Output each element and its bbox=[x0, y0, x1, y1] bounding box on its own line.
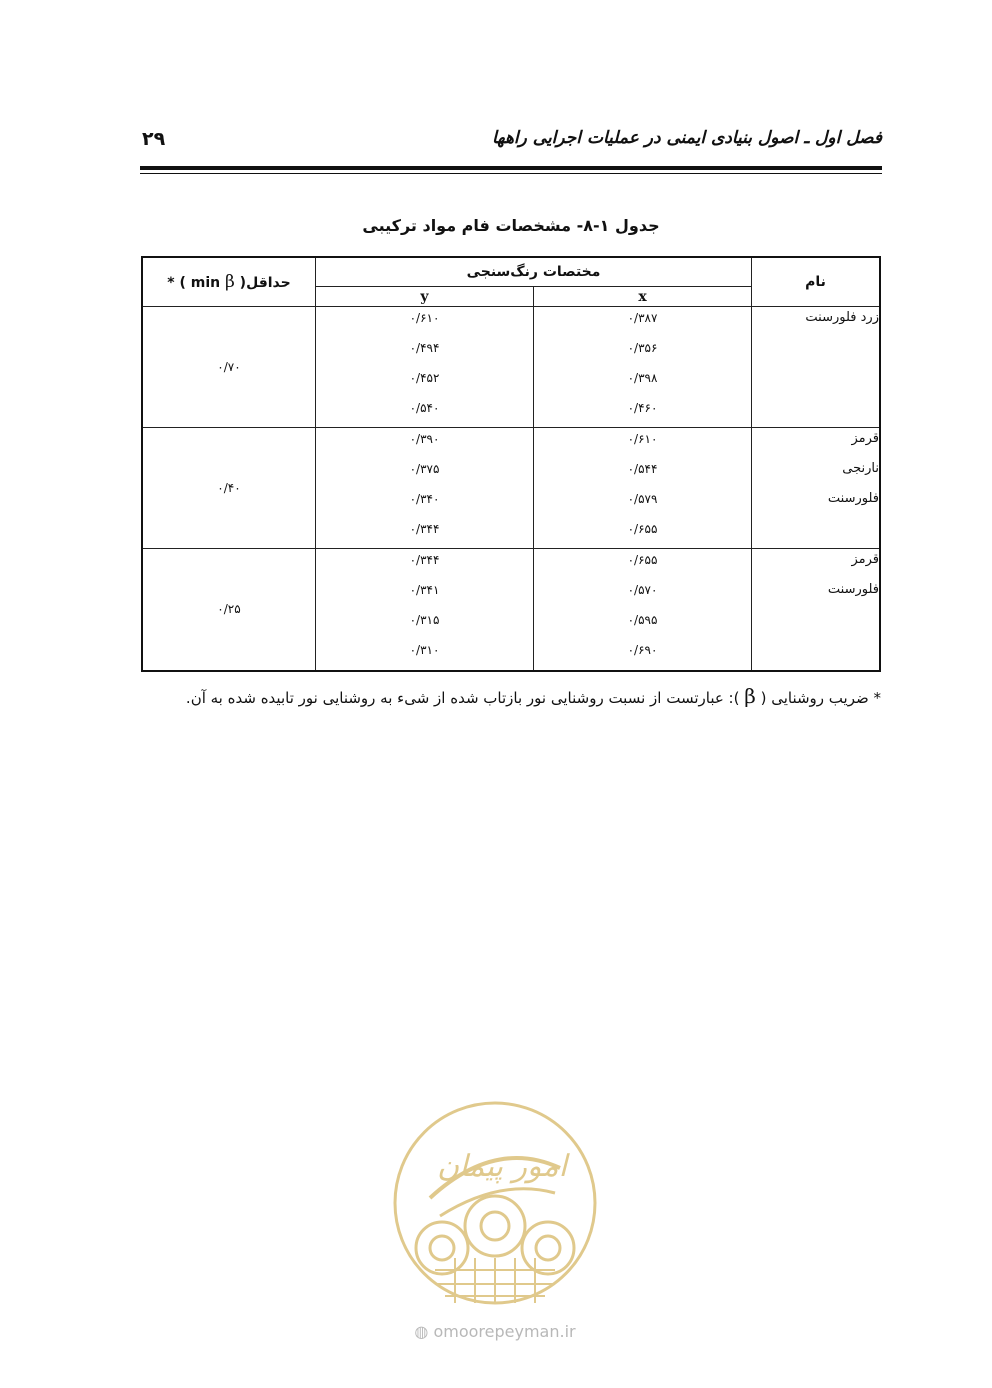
watermark-logo bbox=[390, 1098, 600, 1308]
footnote bbox=[186, 684, 881, 708]
material-name-line: زرد فلورسنت bbox=[805, 310, 879, 325]
y-value: ۰/۶۱۰ bbox=[409, 311, 440, 325]
header-min-luminance bbox=[142, 257, 316, 307]
table-row bbox=[142, 549, 880, 671]
header-name: نام bbox=[752, 257, 881, 307]
material-name-line: فلورسنت bbox=[827, 491, 879, 506]
x-value: ۰/۶۵۵ bbox=[627, 522, 658, 536]
min-luminance-value: ۰/۴۰ bbox=[142, 428, 316, 549]
header-min-suffix: ) * bbox=[167, 275, 186, 291]
material-name-line: فلورسنت bbox=[827, 582, 879, 597]
table-caption: جدول ۱-۸- مشخصات فام مواد ترکیبی bbox=[362, 216, 660, 235]
header-x: x bbox=[534, 287, 752, 307]
y-value: ۰/۴۵۲ bbox=[409, 371, 440, 385]
header-colorimetry: مختصات رنگ‌سنجی bbox=[316, 257, 752, 287]
material-name-cell bbox=[752, 307, 881, 428]
y-value: ۰/۵۴۰ bbox=[409, 401, 440, 415]
beta-symbol: β bbox=[224, 272, 235, 292]
x-value: ۰/۵۹۵ bbox=[627, 613, 658, 627]
x-values-cell bbox=[534, 428, 752, 549]
material-name-line: نارنجی bbox=[842, 461, 879, 476]
x-value: ۰/۴۶۰ bbox=[627, 401, 658, 415]
page-number: ۲۹ bbox=[142, 128, 166, 150]
table-row bbox=[142, 307, 880, 428]
x-value: ۰/۵۷۰ bbox=[627, 583, 658, 597]
logo-emblem bbox=[390, 1098, 600, 1308]
table-row bbox=[142, 428, 880, 549]
material-name-line: قرمز bbox=[851, 431, 879, 446]
page-header bbox=[140, 126, 882, 156]
y-values-cell bbox=[316, 307, 534, 428]
x-value: ۰/۶۹۰ bbox=[627, 643, 658, 657]
x-value: ۰/۳۸۷ bbox=[627, 311, 658, 325]
y-value: ۰/۴۹۴ bbox=[409, 341, 440, 355]
y-value: ۰/۳۱۰ bbox=[409, 643, 440, 657]
watermark-url: omoorepeyman.ir bbox=[433, 1322, 576, 1341]
x-value: ۰/۶۱۰ bbox=[627, 432, 658, 446]
material-name-line: قرمز bbox=[851, 552, 879, 567]
header-rule-thick bbox=[140, 166, 882, 170]
watermark-caption bbox=[380, 1322, 610, 1341]
x-values-cell bbox=[534, 549, 752, 671]
chapter-title: فصل اول ـ اصول بنیادی ایمنی در عملیات اجرایی راهها bbox=[491, 128, 882, 148]
table-body bbox=[142, 307, 880, 671]
y-value: ۰/۳۴۴ bbox=[409, 522, 440, 536]
y-values-cell bbox=[316, 428, 534, 549]
footnote-text: ): عبارتست از نسبت روشنایی نور بازتاب شده از شیء به روشنایی نور تابیده شده به آن. bbox=[185, 689, 740, 707]
x-value: ۰/۳۵۶ bbox=[627, 341, 658, 355]
x-value: ۰/۵۷۹ bbox=[627, 492, 658, 506]
globe-icon: ◍ bbox=[414, 1322, 429, 1341]
y-value: ۰/۳۷۵ bbox=[409, 462, 440, 476]
material-name-cell bbox=[752, 428, 881, 549]
footnote-beta-symbol: β bbox=[744, 684, 756, 708]
y-value: ۰/۳۴۱ bbox=[409, 583, 440, 597]
y-value: ۰/۳۱۵ bbox=[409, 613, 440, 627]
y-values-cell bbox=[316, 549, 534, 671]
x-value: ۰/۵۴۴ bbox=[627, 462, 658, 476]
x-values-cell bbox=[534, 307, 752, 428]
min-luminance-value: ۰/۲۵ bbox=[142, 549, 316, 671]
header-min-prefix: حداقل( min bbox=[190, 275, 291, 291]
y-value: ۰/۳۴۴ bbox=[409, 553, 440, 567]
min-luminance-value: ۰/۷۰ bbox=[142, 307, 316, 428]
material-name-cell bbox=[752, 549, 881, 671]
x-value: ۰/۶۵۵ bbox=[627, 553, 658, 567]
x-value: ۰/۳۹۸ bbox=[627, 371, 658, 385]
y-value: ۰/۳۹۰ bbox=[409, 432, 440, 446]
y-value: ۰/۳۴۰ bbox=[409, 492, 440, 506]
header-rule-thin bbox=[140, 173, 882, 174]
logo-text: امور پیمان bbox=[437, 1149, 567, 1184]
chromaticity-table bbox=[141, 256, 881, 672]
footnote-prefix: * ضریب روشنایی ( bbox=[760, 689, 881, 707]
header-y: y bbox=[316, 287, 534, 307]
